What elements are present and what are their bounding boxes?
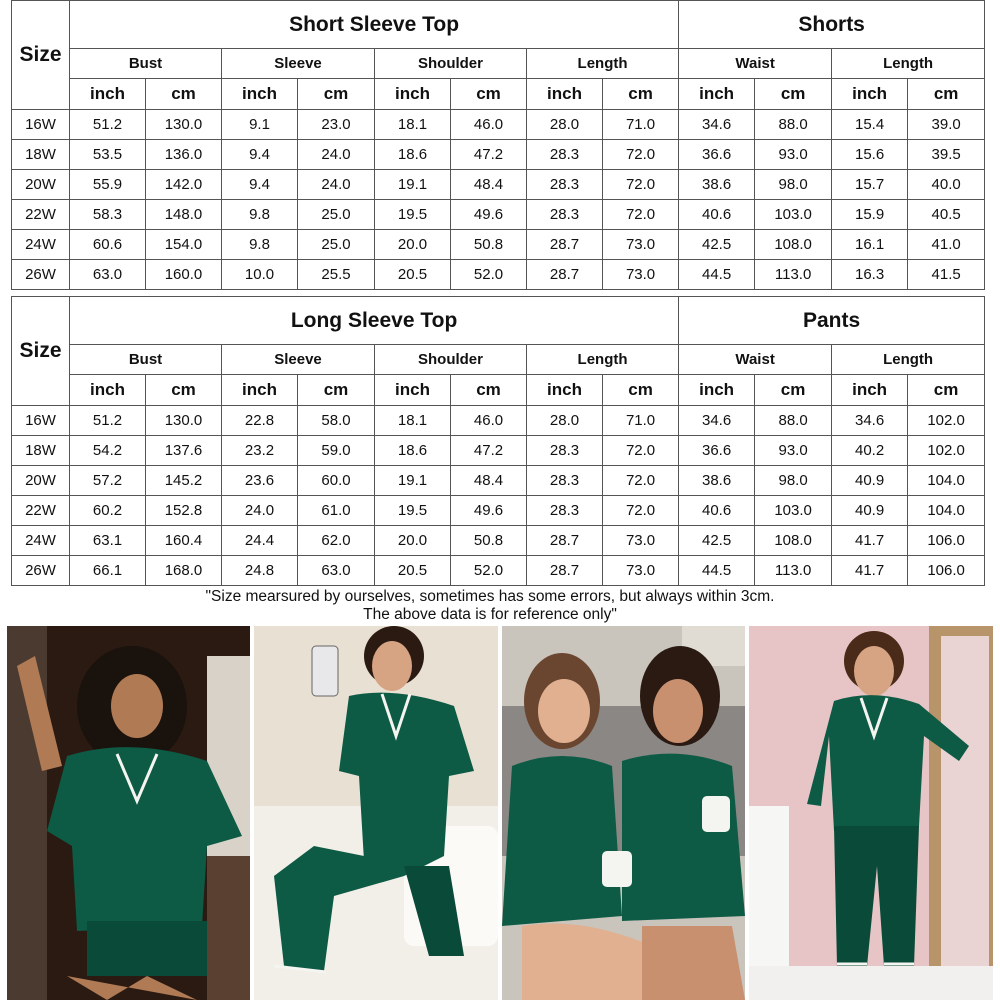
value-cell: 9.8	[222, 230, 298, 260]
value-cell: 46.0	[451, 406, 527, 436]
value-cell: 130.0	[146, 406, 222, 436]
value-cell: 16.1	[832, 230, 908, 260]
value-cell: 20.0	[375, 230, 451, 260]
size-cell: 26W	[12, 260, 70, 290]
value-cell: 73.0	[603, 556, 679, 586]
value-cell: 15.7	[832, 170, 908, 200]
value-cell: 50.8	[451, 230, 527, 260]
value-cell: 49.6	[451, 200, 527, 230]
value-cell: 168.0	[146, 556, 222, 586]
table-row	[12, 230, 985, 260]
value-cell: 40.0	[908, 170, 985, 200]
value-cell: 28.7	[527, 260, 603, 290]
value-cell: 50.8	[451, 526, 527, 556]
measure-header-bust: Bust	[70, 345, 222, 375]
value-cell: 93.0	[755, 140, 832, 170]
value-cell: 63.1	[70, 526, 146, 556]
value-cell: 58.0	[298, 406, 375, 436]
size-cell: 16W	[12, 110, 70, 140]
unit-inch: inch	[832, 79, 908, 110]
value-cell: 160.0	[146, 260, 222, 290]
value-cell: 10.0	[222, 260, 298, 290]
unit-inch: inch	[222, 375, 298, 406]
value-cell: 25.5	[298, 260, 375, 290]
photo-4-illustration	[749, 626, 993, 1000]
value-cell: 49.6	[451, 496, 527, 526]
unit-cm: cm	[603, 375, 679, 406]
value-cell: 108.0	[755, 526, 832, 556]
value-cell: 24.4	[222, 526, 298, 556]
value-cell: 42.5	[679, 230, 755, 260]
value-cell: 38.6	[679, 466, 755, 496]
table-row	[12, 556, 985, 586]
unit-cm: cm	[603, 79, 679, 110]
value-cell: 34.6	[679, 406, 755, 436]
size-cell: 18W	[12, 436, 70, 466]
size-disclaimer	[0, 588, 980, 624]
size-cell: 24W	[12, 230, 70, 260]
value-cell: 22.8	[222, 406, 298, 436]
value-cell: 15.9	[832, 200, 908, 230]
size-cell: 24W	[12, 526, 70, 556]
table-row	[12, 140, 985, 170]
value-cell: 71.0	[603, 406, 679, 436]
value-cell: 20.5	[375, 260, 451, 290]
value-cell: 48.4	[451, 170, 527, 200]
bottom-title: Pants	[679, 297, 985, 345]
value-cell: 58.3	[70, 200, 146, 230]
unit-inch: inch	[832, 375, 908, 406]
value-cell: 40.2	[832, 436, 908, 466]
value-cell: 73.0	[603, 230, 679, 260]
size-cell: 20W	[12, 466, 70, 496]
value-cell: 28.7	[527, 556, 603, 586]
value-cell: 16.3	[832, 260, 908, 290]
size-header: Size	[12, 297, 70, 406]
value-cell: 53.5	[70, 140, 146, 170]
table-row	[12, 526, 985, 556]
size-chart-long-sleeve	[11, 296, 985, 586]
value-cell: 28.3	[527, 436, 603, 466]
value-cell: 23.0	[298, 110, 375, 140]
top-title: Short Sleeve Top	[70, 1, 679, 49]
unit-cm: cm	[908, 79, 985, 110]
value-cell: 60.2	[70, 496, 146, 526]
value-cell: 20.5	[375, 556, 451, 586]
value-cell: 52.0	[451, 556, 527, 586]
value-cell: 104.0	[908, 466, 985, 496]
measure-header-sleeve: Sleeve	[222, 345, 375, 375]
value-cell: 137.6	[146, 436, 222, 466]
value-cell: 103.0	[755, 496, 832, 526]
measure-header-top-length: Length	[527, 49, 679, 79]
value-cell: 20.0	[375, 526, 451, 556]
value-cell: 142.0	[146, 170, 222, 200]
measure-header-bottom-length: Length	[832, 345, 985, 375]
size-cell: 22W	[12, 200, 70, 230]
product-photo-short-sleeve-shorts	[7, 626, 250, 1000]
value-cell: 73.0	[603, 260, 679, 290]
size-chart-short-sleeve	[11, 0, 985, 290]
value-cell: 66.1	[70, 556, 146, 586]
unit-cm: cm	[451, 79, 527, 110]
value-cell: 34.6	[832, 406, 908, 436]
value-cell: 40.6	[679, 496, 755, 526]
disclaimer-line-2: The above data is for reference only"	[363, 606, 617, 623]
value-cell: 34.6	[679, 110, 755, 140]
value-cell: 93.0	[755, 436, 832, 466]
value-cell: 28.7	[527, 526, 603, 556]
size-cell: 18W	[12, 140, 70, 170]
size-header: Size	[12, 1, 70, 110]
product-photo-long-sleeve-pants	[749, 626, 993, 1000]
value-cell: 72.0	[603, 200, 679, 230]
product-photo-two-women-long-sleeve	[502, 626, 745, 1000]
photo-2-illustration	[254, 626, 498, 1000]
table-row	[12, 496, 985, 526]
value-cell: 28.0	[527, 406, 603, 436]
value-cell: 103.0	[755, 200, 832, 230]
value-cell: 102.0	[908, 406, 985, 436]
value-cell: 23.2	[222, 436, 298, 466]
value-cell: 73.0	[603, 526, 679, 556]
value-cell: 28.3	[527, 200, 603, 230]
value-cell: 18.1	[375, 110, 451, 140]
value-cell: 24.0	[298, 140, 375, 170]
unit-cm: cm	[908, 375, 985, 406]
value-cell: 152.8	[146, 496, 222, 526]
table-row	[12, 110, 985, 140]
photo-1-illustration	[7, 626, 250, 1000]
size-cell: 16W	[12, 406, 70, 436]
value-cell: 108.0	[755, 230, 832, 260]
value-cell: 40.5	[908, 200, 985, 230]
value-cell: 136.0	[146, 140, 222, 170]
value-cell: 60.6	[70, 230, 146, 260]
measure-header-waist: Waist	[679, 345, 832, 375]
unit-inch: inch	[70, 79, 146, 110]
value-cell: 44.5	[679, 556, 755, 586]
unit-inch: inch	[222, 79, 298, 110]
table-row	[12, 436, 985, 466]
value-cell: 36.6	[679, 436, 755, 466]
value-cell: 24.0	[298, 170, 375, 200]
value-cell: 54.2	[70, 436, 146, 466]
value-cell: 88.0	[755, 406, 832, 436]
photo-3-illustration	[502, 626, 745, 1000]
value-cell: 145.2	[146, 466, 222, 496]
value-cell: 24.8	[222, 556, 298, 586]
value-cell: 38.6	[679, 170, 755, 200]
value-cell: 36.6	[679, 140, 755, 170]
unit-inch: inch	[527, 79, 603, 110]
value-cell: 61.0	[298, 496, 375, 526]
measure-header-shoulder: Shoulder	[375, 345, 527, 375]
value-cell: 39.0	[908, 110, 985, 140]
value-cell: 19.1	[375, 170, 451, 200]
value-cell: 28.3	[527, 170, 603, 200]
size-cell: 22W	[12, 496, 70, 526]
value-cell: 42.5	[679, 526, 755, 556]
value-cell: 88.0	[755, 110, 832, 140]
value-cell: 19.5	[375, 496, 451, 526]
unit-row	[12, 79, 985, 110]
value-cell: 28.0	[527, 110, 603, 140]
value-cell: 19.1	[375, 466, 451, 496]
table-body	[12, 406, 985, 586]
measure-header-waist: Waist	[679, 49, 832, 79]
value-cell: 46.0	[451, 110, 527, 140]
value-cell: 18.6	[375, 436, 451, 466]
top-title: Long Sleeve Top	[70, 297, 679, 345]
value-cell: 39.5	[908, 140, 985, 170]
table-row	[12, 466, 985, 496]
value-cell: 130.0	[146, 110, 222, 140]
unit-cm: cm	[755, 79, 832, 110]
value-cell: 28.3	[527, 140, 603, 170]
value-cell: 24.0	[222, 496, 298, 526]
table-row	[12, 170, 985, 200]
value-cell: 9.4	[222, 140, 298, 170]
unit-cm: cm	[451, 375, 527, 406]
value-cell: 154.0	[146, 230, 222, 260]
unit-cm: cm	[146, 375, 222, 406]
unit-row	[12, 375, 985, 406]
value-cell: 19.5	[375, 200, 451, 230]
value-cell: 47.2	[451, 436, 527, 466]
value-cell: 113.0	[755, 260, 832, 290]
value-cell: 106.0	[908, 526, 985, 556]
bottom-title: Shorts	[679, 1, 985, 49]
value-cell: 72.0	[603, 140, 679, 170]
value-cell: 106.0	[908, 556, 985, 586]
value-cell: 72.0	[603, 466, 679, 496]
value-cell: 51.2	[70, 406, 146, 436]
table-row	[12, 406, 985, 436]
measure-header-top-length: Length	[527, 345, 679, 375]
value-cell: 148.0	[146, 200, 222, 230]
value-cell: 98.0	[755, 466, 832, 496]
value-cell: 113.0	[755, 556, 832, 586]
value-cell: 9.1	[222, 110, 298, 140]
value-cell: 63.0	[70, 260, 146, 290]
value-cell: 60.0	[298, 466, 375, 496]
unit-inch: inch	[527, 375, 603, 406]
value-cell: 59.0	[298, 436, 375, 466]
size-cell: 20W	[12, 170, 70, 200]
value-cell: 41.7	[832, 526, 908, 556]
value-cell: 72.0	[603, 496, 679, 526]
value-cell: 40.6	[679, 200, 755, 230]
value-cell: 55.9	[70, 170, 146, 200]
unit-inch: inch	[375, 375, 451, 406]
value-cell: 25.0	[298, 200, 375, 230]
value-cell: 71.0	[603, 110, 679, 140]
value-cell: 104.0	[908, 496, 985, 526]
value-cell: 72.0	[603, 436, 679, 466]
measure-header-bust: Bust	[70, 49, 222, 79]
value-cell: 63.0	[298, 556, 375, 586]
unit-cm: cm	[146, 79, 222, 110]
value-cell: 28.3	[527, 496, 603, 526]
value-cell: 98.0	[755, 170, 832, 200]
value-cell: 41.7	[832, 556, 908, 586]
unit-cm: cm	[298, 375, 375, 406]
table-body	[12, 110, 985, 290]
value-cell: 9.8	[222, 200, 298, 230]
value-cell: 102.0	[908, 436, 985, 466]
table-row	[12, 200, 985, 230]
value-cell: 9.4	[222, 170, 298, 200]
value-cell: 18.6	[375, 140, 451, 170]
value-cell: 44.5	[679, 260, 755, 290]
disclaimer-line-1: "Size mearsured by ourselves, sometimes has some errors, but always within 3cm.	[205, 588, 775, 605]
value-cell: 23.6	[222, 466, 298, 496]
unit-inch: inch	[679, 375, 755, 406]
table-row	[12, 260, 985, 290]
value-cell: 57.2	[70, 466, 146, 496]
unit-inch: inch	[375, 79, 451, 110]
value-cell: 41.5	[908, 260, 985, 290]
value-cell: 18.1	[375, 406, 451, 436]
value-cell: 15.4	[832, 110, 908, 140]
unit-inch: inch	[679, 79, 755, 110]
value-cell: 40.9	[832, 466, 908, 496]
measure-header-bottom-length: Length	[832, 49, 985, 79]
value-cell: 48.4	[451, 466, 527, 496]
value-cell: 28.7	[527, 230, 603, 260]
value-cell: 25.0	[298, 230, 375, 260]
value-cell: 41.0	[908, 230, 985, 260]
unit-cm: cm	[755, 375, 832, 406]
value-cell: 47.2	[451, 140, 527, 170]
unit-inch: inch	[70, 375, 146, 406]
value-cell: 40.9	[832, 496, 908, 526]
value-cell: 62.0	[298, 526, 375, 556]
size-cell: 26W	[12, 556, 70, 586]
value-cell: 72.0	[603, 170, 679, 200]
value-cell: 28.3	[527, 466, 603, 496]
value-cell: 51.2	[70, 110, 146, 140]
product-photo-short-sleeve-pants	[254, 626, 498, 1000]
value-cell: 160.4	[146, 526, 222, 556]
measure-header-sleeve: Sleeve	[222, 49, 375, 79]
value-cell: 15.6	[832, 140, 908, 170]
measure-header-shoulder: Shoulder	[375, 49, 527, 79]
unit-cm: cm	[298, 79, 375, 110]
value-cell: 52.0	[451, 260, 527, 290]
